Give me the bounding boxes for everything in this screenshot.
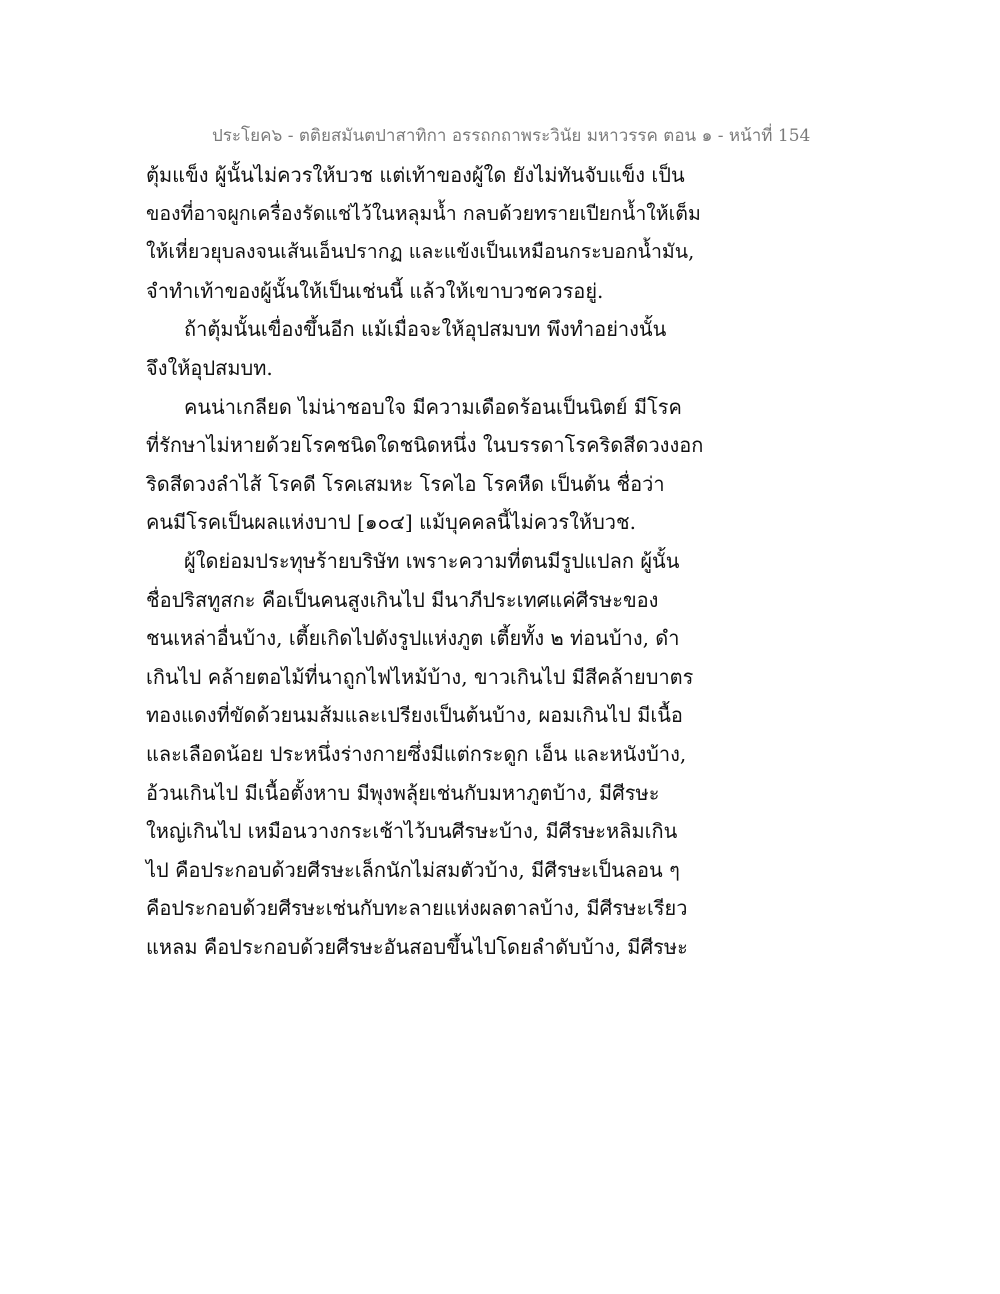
text-line: ริดสีดวงลำไส้ โรคดี โรคเสมหะ โรคไอ โรคหืด เป็นต้น ชื่อว่า (146, 471, 665, 496)
text-line: จึงให้อุปสมบท. (146, 355, 273, 380)
text-line: ใหญ่เกินไป เหมือนวางกระเช้าไว้บนศีรษะบ้าง, มีศีรษะหลิมเกิน (146, 819, 678, 844)
text-line: ไป คือประกอบด้วยศีรษะเล็กนักไม่สมตัวบ้าง, มีศีรษะเป็นลอน ๆ (146, 857, 680, 882)
text-line: ให้เหี่ยวยุบลงจนเส้นเอ็นปรากฏ และแข้งเป็นเหมือนกระบอกน้ำมัน, (146, 240, 695, 264)
text-line: จำทำเท้าของผู้นั้นให้เป็นเช่นนี้ แล้วให้เขาบวชควรอยู่. (146, 278, 604, 303)
text-line: ที่รักษาไม่หายด้วยโรคชนิดใดชนิดหนึ่ง ในบรรดาโรคริดสีดวงงอก (146, 433, 704, 458)
body-text (146, 156, 706, 966)
text-line: และเลือดน้อย ประหนึ่งร่างกายซึ่งมีแต่กระดูก เอ็น และหนังบ้าง, (146, 741, 687, 766)
text-line: อ้วนเกินไป มีเนื้อตั้งหาบ มีพุงพลุ้ยเช่นกับมหาภูตบ้าง, มีศีรษะ (146, 780, 660, 805)
text-line: ทองแดงที่ขัดด้วยนมส้มและเปรียงเป็นต้นบ้าง, ผอมเกินไป มีเนื้อ (146, 703, 683, 728)
text-line: คือประกอบด้วยศีรษะเช่นกับทะลายแห่งผลตาลบ้าง, มีศีรษะเรียว (146, 896, 688, 921)
text-line: คนน่าเกลียด ไม่น่าชอบใจ มีความเดือดร้อนเป็นนิตย์ มีโรค (184, 394, 682, 419)
text-line: ผู้ใดย่อมประทุษร้ายบริษัท เพราะความที่ตนมีรูปแปลก ผู้นั้น (184, 548, 680, 573)
text-line: แหลม คือประกอบด้วยศีรษะอันสอบขึ้นไปโดยลำดับบ้าง, มีศีรษะ (146, 934, 688, 959)
text-line: ถ้าตุ้มนั้นเขื่องขึ้นอีก แม้เมื่อจะให้อุปสมบท พึงทำอย่างนั้น (184, 317, 667, 342)
text-line: ตุ้มแข็ง ผู้นั้นไม่ควรให้บวช แต่เท้าของผู้ใด ยังไม่ทันจับแข็ง เป็น (146, 163, 685, 187)
text-line: ชื่อปริสทูสกะ คือเป็นคนสูงเกินไป มีนาภีประเทศแค่ศีรษะของ (146, 587, 659, 612)
text-line: ของที่อาจผูกเครื่องรัดแช่ไว้ในหลุมน้ำ กลบด้วยทรายเปียกน้ำให้เต็ม (146, 201, 701, 225)
text-line: ชนเหล่าอื่นบ้าง, เตี้ยเกิดไปดังรูปแห่งภูต เตี้ยทั้ง ๒ ท่อนบ้าง, ดำ (146, 626, 680, 651)
text-line: เกินไป คล้ายตอไม้ที่นาถูกไฟไหม้บ้าง, ขาวเกินไป มีสีคล้ายบาตร (146, 664, 694, 689)
text-line: คนมีโรคเป็นผลแห่งบาป [๑๐๔] แม้บุคคลนี้ไม่ควรให้บวช. (146, 510, 636, 535)
running-header: ประโยค๖ - ตติยสมันตปาสาทิกา อรรถกถาพระวินัย มหาวรรค ตอน ๑ - หน้าที่ 154 (212, 126, 811, 146)
